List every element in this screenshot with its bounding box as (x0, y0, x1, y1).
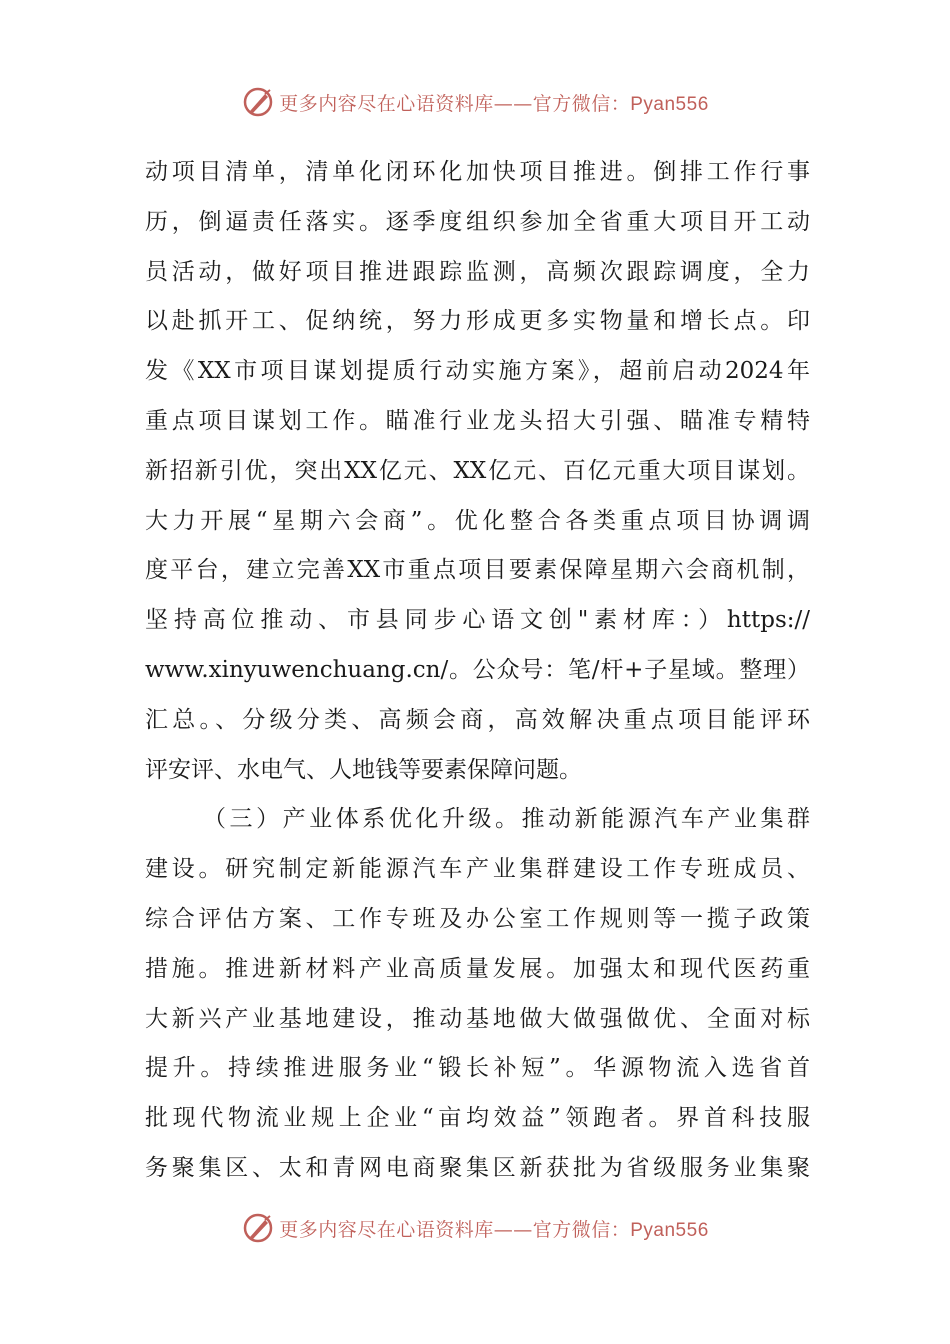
text-line: 坚持高位推动、市县同步心语文创"素材库：）https:// (145, 607, 810, 634)
pen-logo-icon (241, 85, 275, 119)
text-line: 重点项目谋划工作。瞄准行业龙头招大引强、瞄准专精特 (145, 407, 810, 434)
watermark-brand: 更多内容尽在心语资料库——官方微信： (279, 1218, 631, 1241)
text-line: 批现代物流业规上企业“亩均效益”领跑者。界首科技服 (145, 1105, 810, 1132)
text-line: www.xinyuwenchuang.cn/。公众号：笔/杆+子星域。整理） (145, 656, 810, 683)
text-line: 动项目清单，清单化闭环化加快项目推进。倒排工作行事 (145, 159, 810, 185)
watermark-banner-top (0, 82, 950, 122)
text-line: 大新兴产业基地建设，推动基地做大做强做优、全面对标 (145, 1005, 810, 1032)
text-line: 度平台，建立完善XX市重点项目要素保障星期六会商机制， (145, 557, 810, 584)
text-line: 历，倒逼责任落实。逐季度组织参加全省重大项目开工动 (145, 208, 810, 235)
text-line: 综合评估方案、工作专班及办公室工作规则等一揽子政策 (145, 905, 810, 932)
text-line: 以赴抓开工、促纳统，努力形成更多实物量和增长点。印 (145, 308, 810, 335)
text-line: 务聚集区、太和青网电商聚集区新获批为省级服务业集聚 (145, 1154, 810, 1181)
watermark-banner-bottom (0, 1208, 950, 1248)
section-heading-line: （三）产业体系优化升级。推动新能源汽车产业集群 (203, 806, 810, 833)
document-body (145, 148, 810, 1194)
text-line: 汇总。、分级分类、高频会商，高效解决重点项目能评环 (145, 706, 810, 733)
watermark-handle: Pyan556 (630, 93, 709, 115)
watermark-brand: 更多内容尽在心语资料库——官方微信： (279, 92, 631, 115)
text-line: 大力开展“星期六会商”。优化整合各类重点项目协调调 (145, 507, 810, 534)
text-line: 新招新引优，突出XX亿元、XX亿元、百亿元重大项目谋划。 (145, 457, 810, 484)
text-line: 措施。推进新材料产业高质量发展。加强太和现代医药重 (145, 955, 810, 982)
text-line: 发《XX市项目谋划提质行动实施方案》，超前启动2024年 (145, 358, 810, 385)
text-line: 员活动，做好项目推进跟踪监测，高频次跟踪调度，全力 (145, 258, 810, 285)
text-line: 建设。研究制定新能源汽车产业集群建设工作专班成员、 (145, 856, 810, 883)
text-line: 评安评、水电气、人地钱等要素保障问题。 (145, 756, 582, 783)
pen-logo-icon (241, 1211, 275, 1245)
text-line: 提升。持续推进服务业“锻长补短”。华源物流入选省首 (145, 1055, 810, 1082)
watermark-handle: Pyan556 (630, 1219, 709, 1241)
